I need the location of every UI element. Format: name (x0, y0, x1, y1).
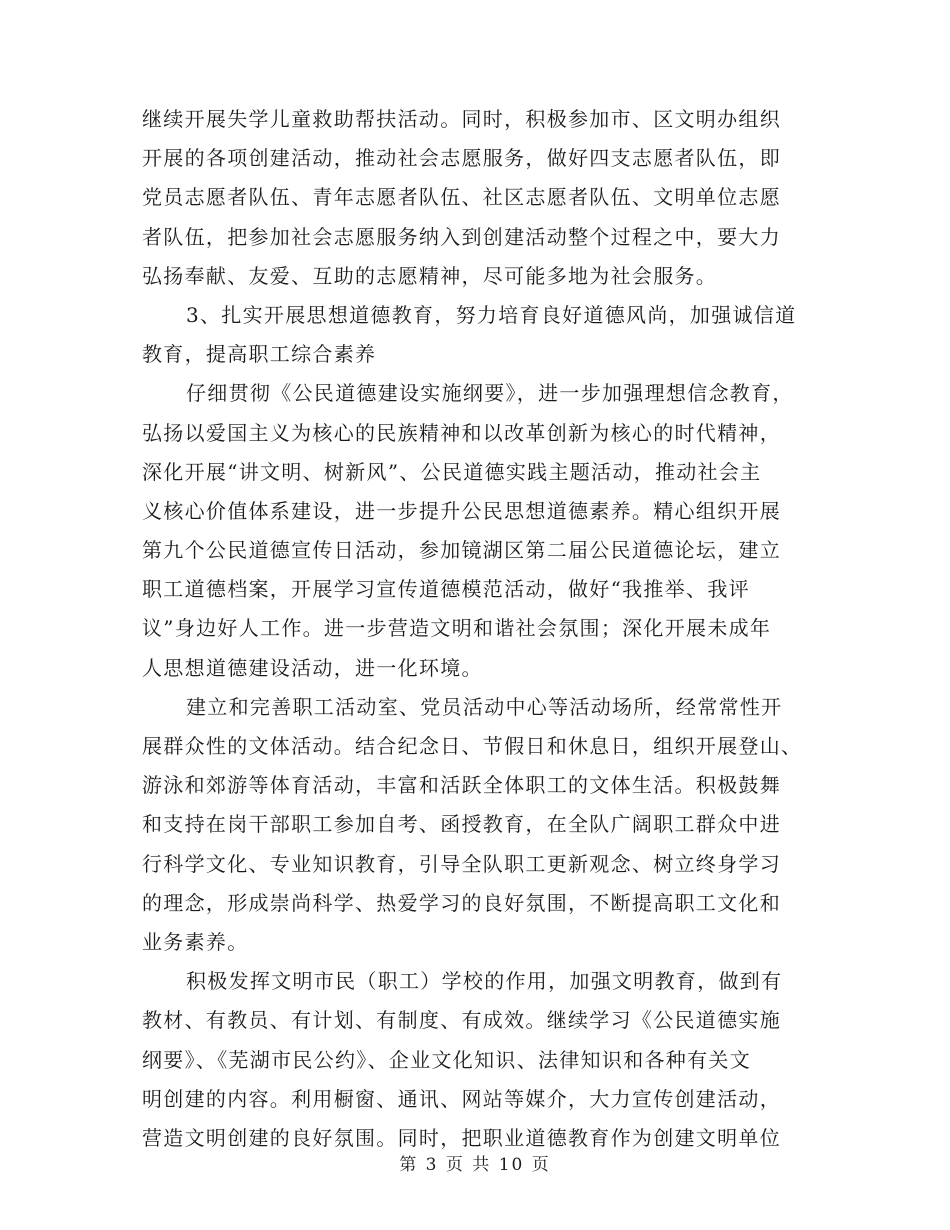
paragraph-start-line: 仔细贯彻《公民道德建设实施纲要》，进一步加强理想信念教育， (186, 381, 794, 406)
text-line: 明创建的内容。利用橱窗、通讯、网站等媒介，大力宣传创建活动， (142, 1086, 781, 1111)
page-number-footer: 第 3 页 共 10 页 (399, 1155, 551, 1175)
text-line: 职工道德档案，开展学习宣传道德模范活动，做好“我推举、我评 (142, 577, 750, 602)
section-heading-line: 3、扎实开展思想道德教育，努力培育良好道德风尚，加强诚信道 (186, 302, 797, 327)
text-line: 者队伍，把参加社会志愿服务纳入到创建活动整个过程之中，要大力 (142, 224, 781, 249)
text-line: 的理念，形成崇尚科学、热爱学习的良好氛围，不断提高职工文化和 (142, 890, 781, 915)
text-line: 弘扬以爱国主义为核心的民族精神和以改革创新为核心的时代精神， (142, 420, 781, 445)
document-body (142, 100, 810, 1158)
text-line: 业务素养。 (142, 929, 249, 954)
text-line: 深化开展“讲文明、树新风”、公民道德实践主题活动，推动社会主 (142, 459, 762, 484)
text-line: 义核心价值体系建设，进一步提升公民思想道德素养。精心组织开展 (142, 498, 781, 523)
text-line: 教材、有教员、有计划、有制度、有成效。继续学习《公民道德实施 (142, 1008, 781, 1033)
text-line: 议”身边好人工作。进一步营造文明和谐社会氛围；深化开展未成年 (142, 616, 772, 641)
section-heading-line: 教育，提高职工综合素养 (142, 342, 377, 367)
text-line: 纲要》、《芜湖市民公约》、企业文化知识、法律知识和各种有关文 (142, 1047, 751, 1072)
text-line: 弘扬奉献、友爱、互助的志愿精神，尽可能多地为社会服务。 (142, 263, 718, 288)
text-line: 游泳和郊游等体育活动，丰富和活跃全体职工的文体生活。积极鼓舞 (142, 773, 781, 798)
paragraph-start-line: 积极发挥文明市民（职工）学校的作用，加强文明教育，做到有 (186, 969, 783, 994)
text-line: 人思想道德建设活动，进一化环境。 (142, 655, 483, 680)
text-line: 营造文明创建的良好氛围。同时，把职业道德教育作为创建文明单位 (142, 1125, 781, 1150)
text-line: 继续开展失学儿童救助帮扶活动。同时，积极参加市、区文明办组织 (142, 107, 781, 131)
text-line: 开展的各项创建活动，推动社会志愿服务，做好四支志愿者队伍，即 (142, 146, 781, 171)
text-line: 第九个公民道德宣传日活动，参加镜湖区第二届公民道德论坛，建立 (142, 538, 781, 563)
text-line: 党员志愿者队伍、青年志愿者队伍、社区志愿者队伍、文明单位志愿 (142, 185, 781, 210)
paragraph-start-line: 建立和完善职工活动室、党员活动中心等活动场所，经常常性开 (186, 694, 783, 719)
text-line: 展群众性的文体活动。结合纪念日、节假日和休息日，组织开展登山、 (142, 734, 803, 758)
text-line: 和支持在岗干部职工参加自考、函授教育，在全队广阔职工群众中进 (142, 812, 781, 837)
text-line: 行科学文化、专业知识教育，引导全队职工更新观念、树立终身学习 (142, 851, 781, 876)
